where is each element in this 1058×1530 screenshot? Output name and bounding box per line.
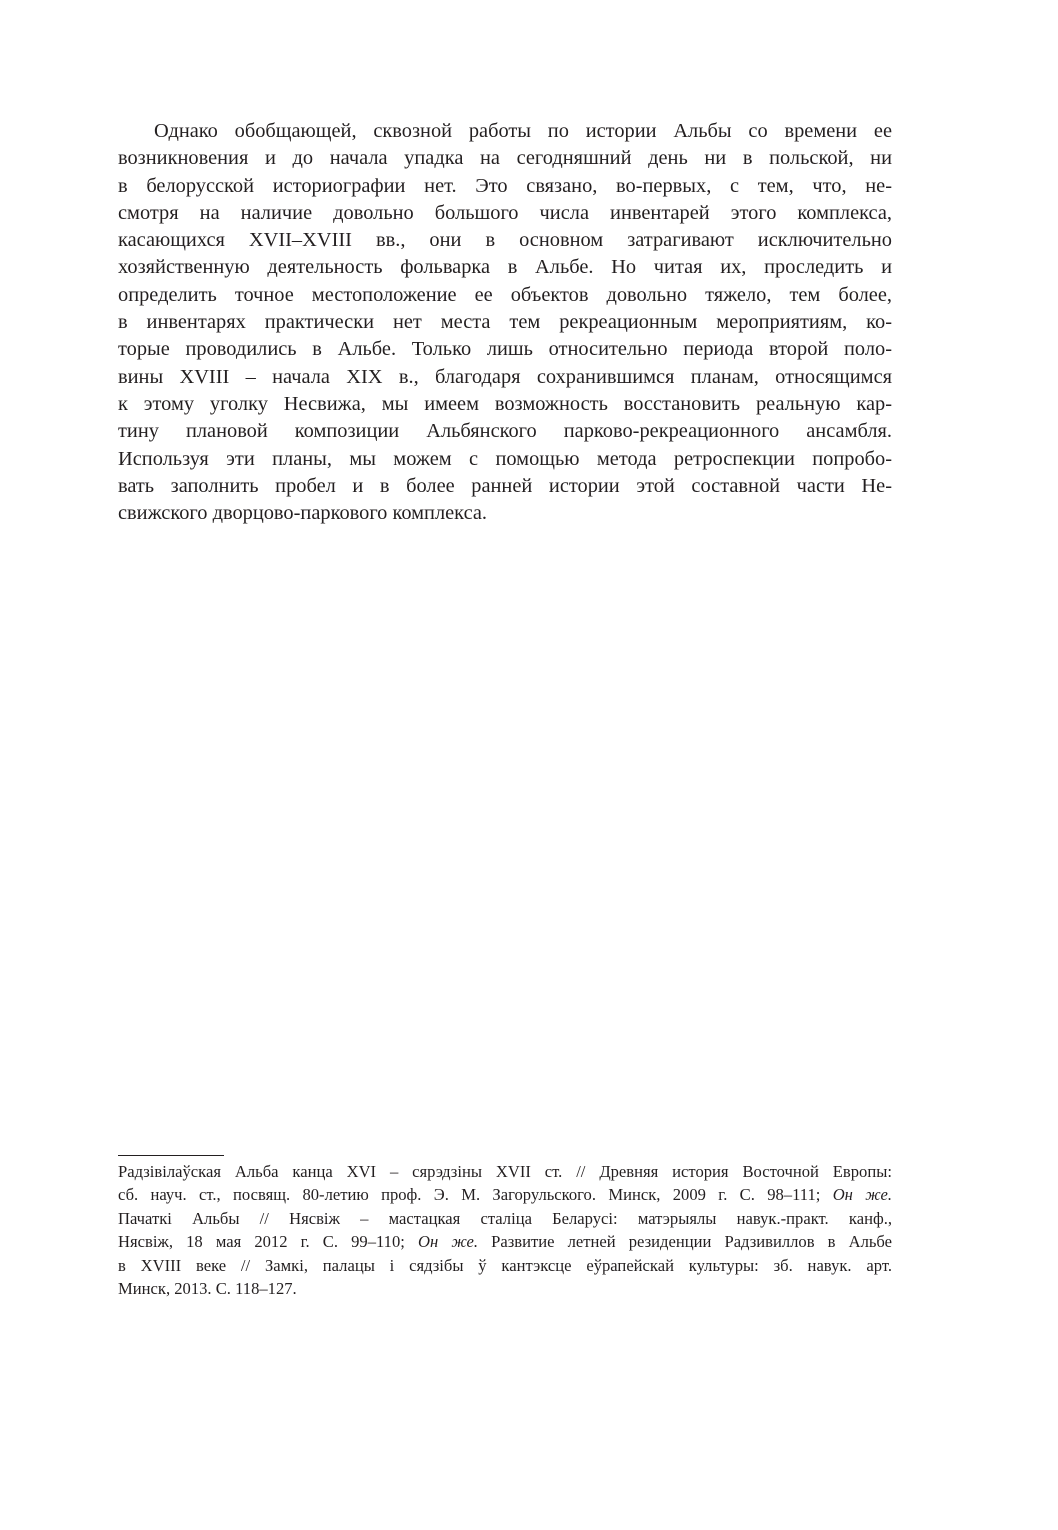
footnote-line — [118, 1254, 892, 1277]
footnote-text: сб. науч. ст., посвящ. 80-летию проф. Э. М. Загорульского. Минск, 2009 г. С. 98–111; — [118, 1185, 821, 1205]
body-line: Однако обобщающей, сквозной работы по истории Альбы со времени ее — [154, 120, 892, 142]
body-line: определить точное местоположение ее объектов довольно тяжело, тем более, — [118, 283, 892, 306]
footnote-line — [118, 1207, 892, 1230]
footnote-text: Пачаткі Альбы // Нясвіж – мастацкая сталіца Беларусі: матэрыялы навук.-практ. канф., — [118, 1208, 892, 1228]
footnote-line — [118, 1277, 892, 1300]
body-line: возникновения и до начала упадка на сегодняшний день ни в польской, ни — [118, 147, 892, 170]
footnote-text: в XVIII веке // Замкі, палацы і сядзібы ў кантэксце еўрапейскай культуры: зб. навук. арт. — [118, 1255, 892, 1275]
footnote-author-ref: Он же. — [418, 1232, 479, 1252]
body-line: касающихся XVII–XVIII вв., они в основном затрагивают исключительно — [118, 229, 892, 252]
footnote-text: Развитие летней резиденции Радзивиллов в Альбе — [491, 1232, 893, 1252]
footnote-line — [118, 1160, 892, 1183]
body-line: торые проводились в Альбе. Только лишь относительно периода второй поло- — [118, 338, 892, 361]
body-line: тину плановой композиции Альбянского парково-рекреационного ансамбля. — [118, 420, 892, 443]
footnote — [118, 1160, 892, 1300]
body-line: вины XVIII – начала XIX в., благодаря сохранившимся планам, относящимся — [118, 365, 892, 388]
footnote-line — [118, 1183, 892, 1206]
body-line: хозяйственную деятельность фольварка в Альбе. Но читая их, проследить и — [118, 256, 892, 279]
body-line: в белорусской историографии нет. Это связано, во-первых, с тем, что, не- — [118, 174, 892, 197]
body-paragraph — [118, 118, 892, 527]
footnote-author-ref: Он же. — [832, 1185, 892, 1205]
body-line: смотря на наличие довольно большого числа инвентарей этого комплекса, — [118, 201, 892, 224]
footnote-text: Нясвіж, 18 мая 2012 г. С. 99–110; — [118, 1232, 405, 1252]
footnote-text: Минск, 2013. С. 118–127. — [118, 1278, 297, 1298]
body-line: Используя эти планы, мы можем с помощью метода ретроспекции попробо- — [118, 447, 892, 470]
footnote-text: Радзівілаўская Альба канца XVI – сярэдзіны XVII ст. // Древняя история Восточной Европы: — [118, 1162, 892, 1181]
body-line: в инвентарях практически нет места тем рекреационным мероприятиям, ко- — [118, 311, 892, 334]
body-line: вать заполнить пробел и в более ранней истории этой составной части Не- — [118, 474, 892, 497]
body-line: к этому уголку Несвижа, мы имеем возможность восстановить реальную кар- — [118, 392, 892, 415]
footnote-separator — [118, 1155, 224, 1156]
footnote-line — [118, 1230, 892, 1253]
body-line: свижского дворцово-паркового комплекса. — [118, 502, 488, 525]
